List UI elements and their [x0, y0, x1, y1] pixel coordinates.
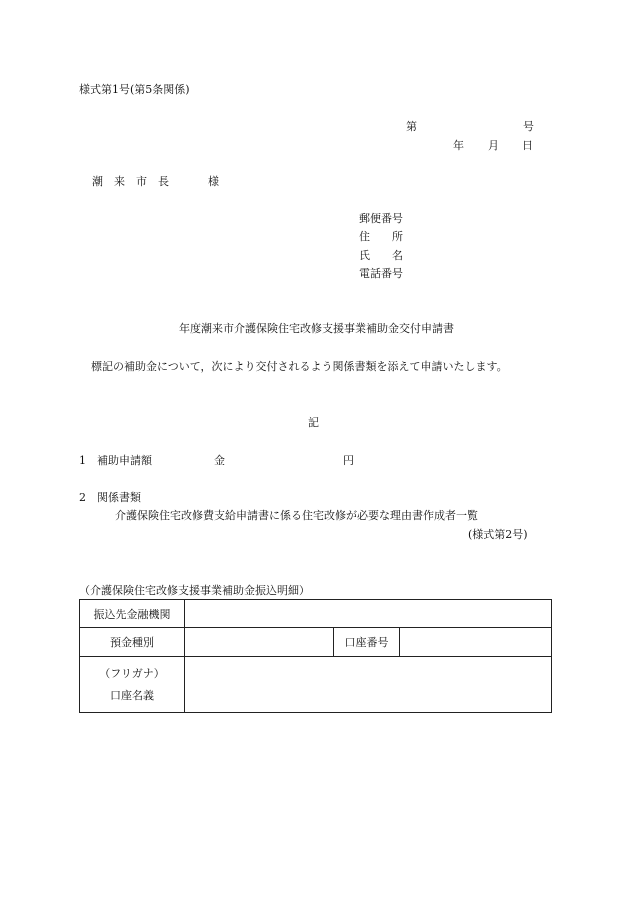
doc-number-suffix: 号	[523, 120, 534, 133]
institution-field[interactable]	[185, 600, 552, 628]
applicant-name-label: 氏 名	[359, 249, 403, 262]
item1-yen: 円	[343, 454, 354, 467]
intro-text: 標記の補助金について，次により交付されるよう関係書類を添えて申請いたします。	[91, 360, 508, 373]
document-title: 年度潮来市介護保険住宅改修支援事業補助金交付申請書	[179, 322, 454, 335]
date-year: 年	[453, 139, 464, 152]
institution-label: 振込先金融機関	[80, 600, 185, 628]
bank-caption: （介護保険住宅改修支援事業補助金振込明細）	[79, 584, 310, 597]
account-name-label-cell	[80, 657, 185, 713]
deposit-type-field[interactable]	[185, 628, 334, 657]
table-row	[80, 657, 552, 713]
doc-number-prefix: 第	[406, 120, 417, 133]
item1-label: 補助申請額	[97, 454, 152, 467]
table-row	[80, 628, 552, 657]
deposit-type-label: 預金種別	[80, 628, 185, 657]
date-day: 日	[522, 139, 533, 152]
item2-document: 介護保険住宅改修費支給申請書に係る住宅改修が必要な理由書作成者一覧	[115, 509, 478, 522]
bank-details-table	[79, 599, 552, 713]
account-name-field[interactable]	[185, 657, 552, 713]
applicant-phone-label: 電話番号	[359, 267, 403, 280]
account-name-label: 口座名義	[110, 688, 154, 702]
table-row	[80, 600, 552, 628]
date-month: 月	[488, 139, 499, 152]
applicant-address-label: 住 所	[359, 230, 403, 243]
addressee-honorific: 様	[208, 175, 219, 188]
applicant-postal-label: 郵便番号	[359, 212, 403, 225]
item1-kin: 金	[214, 454, 225, 467]
item2-label: 関係書類	[97, 491, 141, 504]
item2-number: 2	[79, 491, 86, 504]
furigana-label: （フリガナ）	[99, 666, 165, 680]
addressee-name: 潮 来 市 長	[92, 175, 169, 188]
item2-reference: (様式第2号)	[468, 528, 528, 541]
account-number-label: 口座番号	[334, 628, 400, 657]
item1-number: 1	[79, 454, 86, 467]
account-number-field[interactable]	[400, 628, 552, 657]
form-number: 様式第1号(第5条関係)	[79, 83, 190, 96]
ki-heading: 記	[308, 416, 319, 429]
